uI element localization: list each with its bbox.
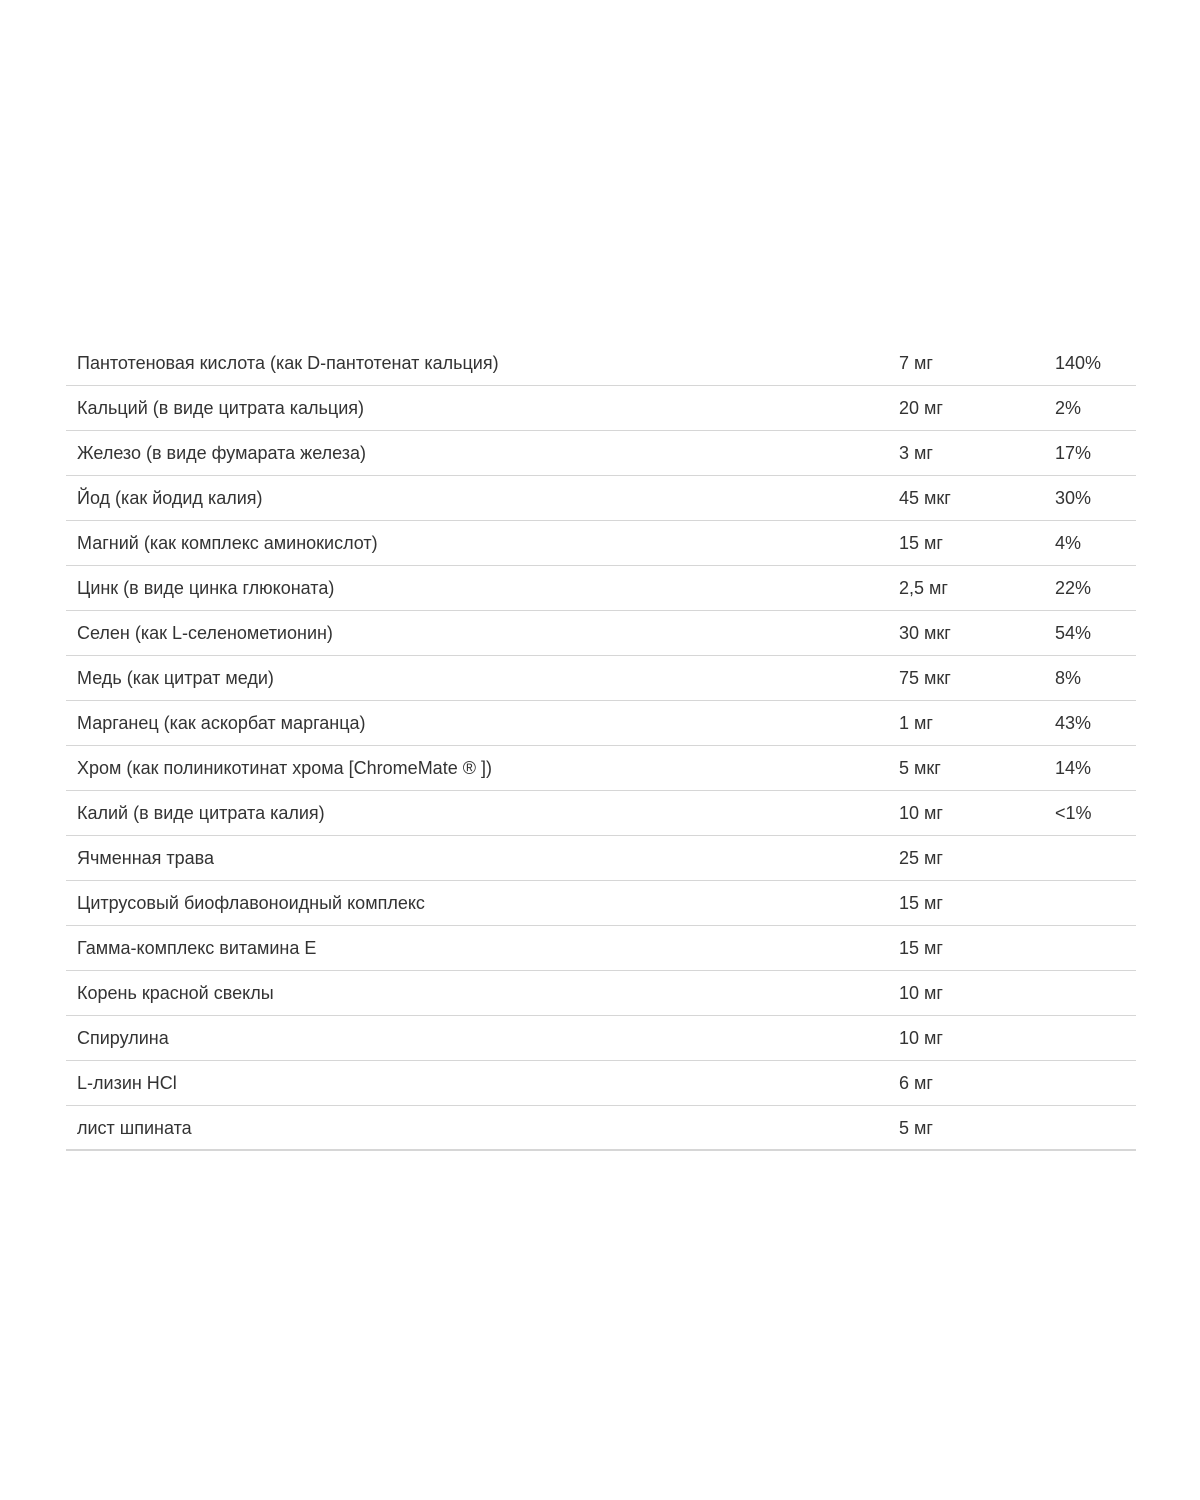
nutrient-amount: 5 мкг xyxy=(899,758,941,778)
table-row xyxy=(66,791,1136,836)
table-row xyxy=(66,746,1136,791)
nutrient-daily-value: 2% xyxy=(1055,398,1082,418)
nutrient-name: Медь (как цитрат меди) xyxy=(77,668,274,688)
nutrient-amount: 15 мг xyxy=(899,938,943,958)
table-row xyxy=(66,881,1136,926)
nutrient-amount: 25 мг xyxy=(899,848,943,868)
table-row xyxy=(66,1016,1136,1061)
nutrient-name: L-лизин HCl xyxy=(77,1073,177,1093)
table-row xyxy=(66,701,1136,746)
nutrient-daily-value: 140% xyxy=(1055,353,1102,373)
nutrient-daily-value: 30% xyxy=(1055,488,1092,508)
nutrient-daily-value: 54% xyxy=(1055,623,1092,643)
table-row xyxy=(66,341,1136,386)
nutrient-amount: 1 мг xyxy=(899,713,933,733)
nutrient-daily-value: 8% xyxy=(1055,668,1082,688)
nutrient-daily-value: 22% xyxy=(1055,578,1092,598)
nutrient-name: Корень красной свеклы xyxy=(77,983,274,1003)
nutrient-name: Цитрусовый биофлавоноидный комплекс xyxy=(77,893,425,913)
nutrient-name: Пантотеновая кислота (как D-пантотенат кальция) xyxy=(77,353,499,373)
table-row xyxy=(66,1106,1136,1151)
nutrient-name: Хром (как полиникотинат хрома [ChromeMate ® ]) xyxy=(77,758,492,778)
nutrient-name: Кальций (в виде цитрата кальция) xyxy=(77,398,365,418)
nutrient-daily-value: 17% xyxy=(1055,443,1092,463)
table-row xyxy=(66,836,1136,881)
nutrient-name: Марганец (как аскорбат марганца) xyxy=(77,713,366,733)
nutrient-daily-value: 4% xyxy=(1055,533,1082,553)
nutrient-name: Калий (в виде цитрата калия) xyxy=(77,803,325,823)
nutrient-amount: 5 мг xyxy=(899,1117,933,1138)
nutrient-amount: 15 мг xyxy=(899,533,943,553)
nutrient-amount: 10 мг xyxy=(899,803,943,823)
nutrient-name: Селен (как L-селенометионин) xyxy=(77,623,333,643)
nutrient-amount: 10 мг xyxy=(899,1028,943,1048)
nutrient-name: Ячменная трава xyxy=(77,848,215,868)
nutrient-name: Цинк (в виде цинка глюконата) xyxy=(77,578,335,598)
table-row xyxy=(66,476,1136,521)
table-row xyxy=(66,1061,1136,1106)
nutrient-name: Йод (как йодид калия) xyxy=(77,488,263,508)
nutrient-name: лист шпината xyxy=(77,1117,192,1138)
nutrient-name: Магний (как комплекс аминокислот) xyxy=(77,533,378,553)
nutrient-amount: 10 мг xyxy=(899,983,943,1003)
table-row xyxy=(66,386,1136,431)
table-row xyxy=(66,971,1136,1016)
nutrient-amount: 30 мкг xyxy=(899,623,951,643)
nutrient-amount: 20 мг xyxy=(899,398,943,418)
table-row xyxy=(66,656,1136,701)
nutrient-daily-value: <1% xyxy=(1055,803,1092,823)
nutrient-amount: 2,5 мг xyxy=(899,578,948,598)
nutrient-amount: 6 мг xyxy=(899,1073,933,1093)
table-row xyxy=(66,566,1136,611)
nutrient-name: Спирулина xyxy=(77,1028,169,1048)
nutrient-daily-value: 43% xyxy=(1055,713,1092,733)
table-row xyxy=(66,431,1136,476)
nutrient-name: Гамма-комплекс витамина Е xyxy=(77,938,317,958)
nutrient-amount: 45 мкг xyxy=(899,488,951,508)
nutrient-amount: 3 мг xyxy=(899,443,933,463)
nutrient-table xyxy=(66,341,1136,1151)
nutrient-amount: 7 мг xyxy=(899,353,933,373)
table-row xyxy=(66,611,1136,656)
nutrient-amount: 75 мкг xyxy=(899,668,951,688)
table-row xyxy=(66,521,1136,566)
nutrient-daily-value: 14% xyxy=(1055,758,1092,778)
nutrient-name: Железо (в виде фумарата железа) xyxy=(77,443,366,463)
nutrient-amount: 15 мг xyxy=(899,893,943,913)
table-row xyxy=(66,926,1136,971)
